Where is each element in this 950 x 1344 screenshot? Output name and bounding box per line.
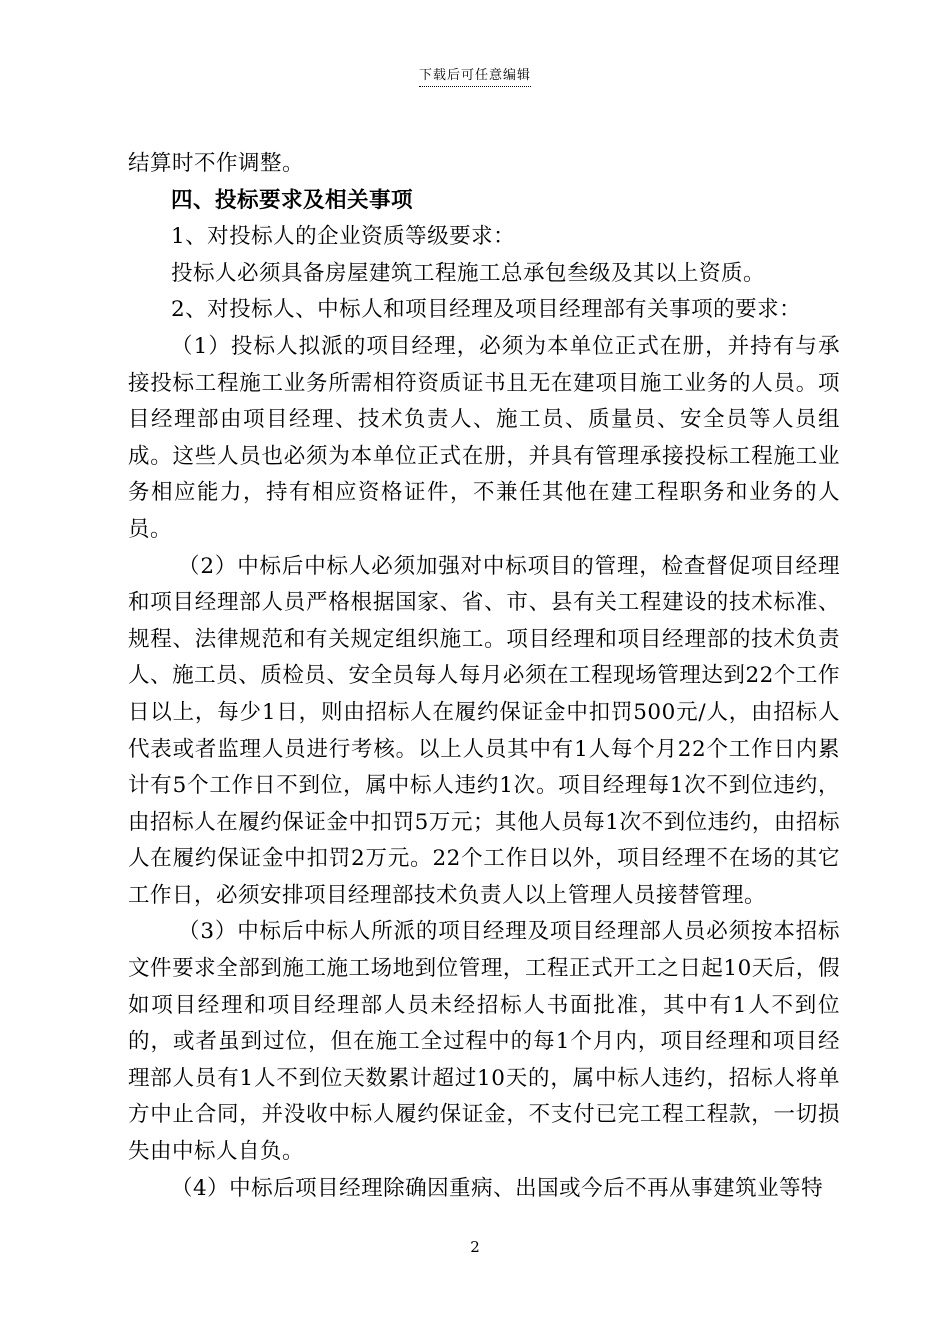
- paragraph-qualification-title: 1、对投标人的企业资质等级要求：: [171, 224, 516, 250]
- paragraph-requirements-title: 2、对投标人、中标人和项目经理及项目经理部有关事项的要求：: [171, 297, 802, 323]
- paragraph-item-4: （4）中标后项目经理除确因重病、出国或今后不再从事建筑业等特: [171, 1175, 824, 1201]
- section-heading: 四、投标要求及相关事项: [171, 187, 414, 213]
- paragraph-item-3: （3）中标后中标人所派的项目经理及项目经理部人员必须按本招标文件要求全部到施工施工场地到位管理，工程正式开工之日起10天后，假如项目经理和项目经理部人员未经招标人书面批准，其中有1人不到位的，或者虽到过位，但在施工全过程中的每1个月内，项目经理和项目经理部人员有1人不到位天数累计超过10天的，属中标人违约，招标人将单方中止合同，并没收中标人履约保证金，不支付已完工程工程款，一切损失由中标人自负。: [128, 919, 840, 1165]
- page-header: [0, 64, 950, 83]
- document-body: [128, 146, 840, 1207]
- paragraph-qualification-requirement: 投标人必须具备房屋建筑工程施工总承包叁级及其以上资质。: [171, 260, 766, 286]
- paragraph-item-2: （2）中标后中标人必须加强对中标项目的管理，检查督促项目经理和项目经理部人员严格根据国家、省、市、县有关工程建设的技术标准、规程、法律规范和有关规定组织施工。项目经理和项目经理部的技术负责人、施工员、质检员、安全员每人每月必须在工程现场管理达到22个工作日以上，每少1日，则由招标人在履约保证金中扣罚500元/人，由招标人代表或者监理人员进行考核。以上人员其中有1人每个月22个工作日内累计有5个工作日不到位，属中标人违约1次。项目经理每1次不到位违约，由招标人在履约保证金中扣罚5万元；其他人员每1次不到位违约，由招标人在履约保证金中扣罚2万元。22个工作日以外，项目经理不在场的其它工作日，必须安排项目经理部技术负责人以上管理人员接替管理。: [128, 553, 840, 908]
- page-number: 2: [470, 1238, 480, 1256]
- paragraph-item-1: （1）投标人拟派的项目经理，必须为本单位正式在册，并持有与承接投标工程施工业务所需相符资质证书且无在建项目施工业务的人员。项目经理部由项目经理、技术负责人、施工员、质量员、安全员等人员组成。这些人员也必须为本单位正式在册，并具有管理承接投标工程施工业务相应能力，持有相应资格证件，不兼任其他在建工程职务和业务的人员。: [128, 333, 840, 542]
- paragraph-settlement: 结算时不作调整。: [128, 151, 305, 176]
- header-text: 下载后可任意编辑: [419, 68, 531, 87]
